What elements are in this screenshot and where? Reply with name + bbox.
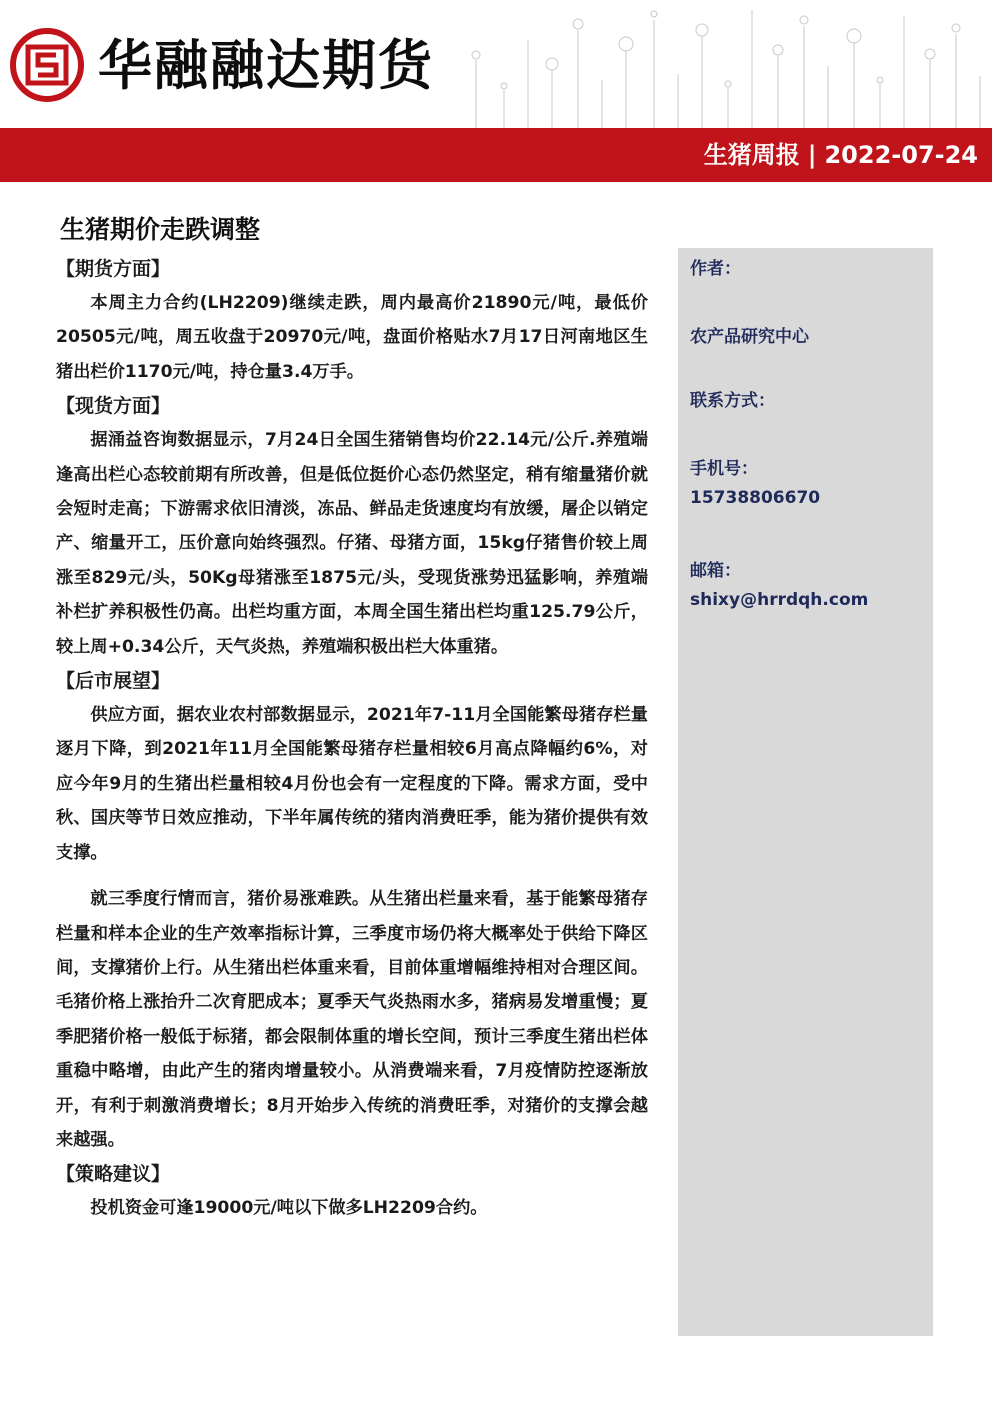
report-date: 2022-07-24: [824, 141, 978, 169]
section-heading-futures: 【期货方面】: [56, 258, 171, 280]
author-sidebar: [678, 248, 933, 1336]
report-header: [704, 128, 978, 182]
contact-label: 联系方式：: [690, 391, 775, 411]
paragraph: 本周主力合约(LH2209)继续走跌，周内最高价21890元/吨，最低价20505元/吨，周五收盘于20970元/吨，盘面价格贴水7月17日河南地区生猪出栏价1170元/吨，持仓量3.4万手。: [56, 293, 648, 382]
email-label: 邮箱：: [690, 561, 741, 581]
header-decoration: [456, 0, 992, 128]
author-value: 农产品研究中心: [690, 327, 809, 347]
author-label: 作者：: [690, 259, 741, 279]
phone-label: 手机号：: [690, 459, 758, 479]
header-separator: |: [807, 141, 817, 169]
paragraph: 供应方面，据农业农村部数据显示，2021年7-11月全国能繁母猪存栏量逐月下降，到2021年11月全国能繁母猪存栏量相较6月高点降幅约6%，对应今年9月的生猪出栏量相较4月份也会有一定程度的下降。需求方面，受中秋、国庆等节日效应推动，下半年属传统的猪肉消费旺季，能为猪价提供有效支撑。: [56, 705, 648, 863]
paragraph: 据涌益咨询数据显示，7月24日全国生猪销售均价22.14元/公斤.养殖端逢高出栏心态较前期有所改善，但是低位挺价心态仍然坚定，稍有缩量猪价就会短时走高；下游需求依旧清淡，冻品、鲜品走货速度均有放缓，屠企以销定产、缩量开工，压价意向始终强烈。仔猪、母猪方面，15kg仔猪售价较上周涨至829元/头，50Kg母猪涨至1875元/头，受现货涨势迅猛影响，养殖端补栏扩养积极性仍高。出栏均重方面，本周全国生猪出栏均重125.79公斤，较上周+0.34公斤，天气炎热，养殖端积极出栏大体重猪。: [56, 430, 648, 657]
section-heading-outlook: 【后市展望】: [56, 670, 171, 693]
report-type: 生猪周报: [703, 141, 800, 169]
section-heading-spot: 【现货方面】: [56, 395, 171, 418]
section-heading-strategy: 【策略建议】: [56, 1163, 171, 1186]
article-title: 生猪期价走跌调整: [60, 215, 261, 244]
company-logo: [10, 28, 84, 102]
paragraph: 就三季度行情而言，猪价易涨难跌。从生猪出栏量来看，基于能繁母猪存栏量和样本企业的生产效率指标计算，三季度市场仍将大概率处于供给下降区间，支撑猪价上行。从生猪出栏体重来看，目前体重增幅维持相对合理区间。毛猪价格上涨抬升二次育肥成本；夏季天气炎热雨水多，猪病易发增重慢；夏季肥猪价格一般低于标猪，都会限制体重的增长空间，预计三季度生猪出栏体重稳中略增，由此产生的猪肉增量较小。从消费端来看，7月疫情防控逐渐放开，有利于刺激消费增长；8月开始步入传统的消费旺季，对猪价的支撑会越来越强。: [56, 889, 648, 1150]
paragraph: 投机资金可逢19000元/吨以下做多LH2209合约。: [90, 1198, 488, 1219]
article-body: [56, 252, 648, 1226]
phone-value: 15738806670: [690, 488, 821, 508]
company-name: 华融融达期货: [98, 33, 434, 97]
email-value: shixy@hrrdqh.com: [690, 590, 869, 610]
